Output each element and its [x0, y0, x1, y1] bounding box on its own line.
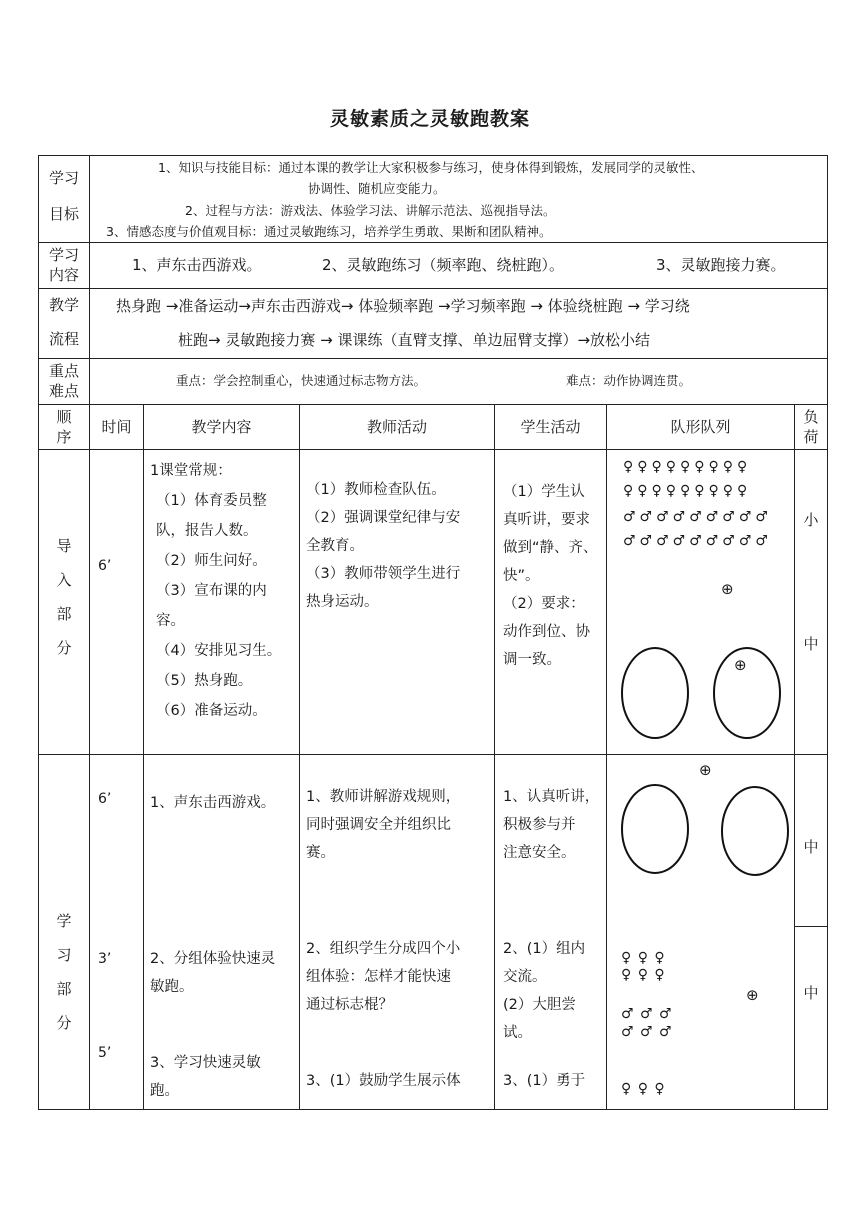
goal-method: 2、过程与方法：游戏法、体验学习法、讲解示范法、巡视指导法。 — [185, 203, 556, 218]
content-label: 学习 内容 — [39, 243, 90, 289]
male-row-icon: ♂♂♂♂♂♂♂♂♂ — [623, 533, 772, 549]
female-group-icon: ♀ ♀ ♀ — [621, 950, 666, 966]
male-group-icon: ♂ ♂ ♂ — [621, 1006, 673, 1022]
male-group-icon: ♂ ♂ ♂ — [621, 1024, 673, 1040]
intro-content: 1课堂常规： （1）体育委员整 队，报告人数。 （2）师生问好。 （3）宣布课的内 容。 （4）安排见习生。 （5）热身跑。 （6）准备运动。 — [144, 450, 300, 755]
content-item-2: 2、灵敏跑练习（频率跑、绕桩跑）。 — [322, 256, 565, 274]
lesson-plan-table — [38, 155, 828, 1110]
header-formation: 队形队列 — [607, 405, 795, 450]
teacher-marker-icon: ⊕ — [699, 761, 716, 779]
document-title: 灵敏素质之灵敏跑教案 — [329, 108, 530, 130]
goals-label: 学习 目标 — [39, 156, 90, 243]
content-item-3: 3、灵敏跑接力赛。 — [656, 256, 786, 274]
key-point: 重点：学会控制重心，快速通过标志物方法。 — [176, 373, 427, 388]
header-load: 负 荷 — [795, 405, 828, 450]
header-order: 顺 序 — [39, 405, 90, 450]
goal-knowledge-cont: 协调性、随机应变能力。 — [308, 181, 446, 196]
learn-content: 1、声东击西游戏。 2、分组体验快速灵 敏跑。 3、学习快速灵敏 跑。 — [144, 755, 300, 1110]
header-time: 时间 — [90, 405, 144, 450]
learn-student: 1、认真听讲， 积极参与并 注意安全。 2、(1）组内 交流。 (2）大胆尝 试。 3、(1）勇于 — [495, 755, 607, 1110]
running-circles-icon — [607, 450, 795, 755]
content-text — [90, 243, 828, 289]
header-content: 教学内容 — [144, 405, 300, 450]
teacher-marker-icon: ⊕ — [746, 986, 763, 1004]
header-teacher: 教师活动 — [300, 405, 495, 450]
intro-section: 导 入 部 分 — [39, 450, 90, 755]
learn-section: 学 习 部 分 — [39, 755, 90, 1110]
female-row-icon: ♀♀♀♀♀♀♀♀♀ — [623, 483, 752, 499]
intro-teacher: （1）教师检查队伍。 （2）强调课堂纪律与安 全教育。 （3）教师带领学生进行 热身运动。 — [300, 450, 495, 755]
female-group-icon: ♀ ♀ ♀ — [621, 1081, 666, 1097]
difficulty: 难点：动作协调连贯。 — [566, 373, 692, 388]
goal-attitude: 3、情感态度与价值观目标：通过灵敏跑练习，培养学生勇敢、果断和团队精神。 — [106, 224, 552, 239]
intro-formation — [607, 450, 795, 755]
female-row-icon: ♀♀♀♀♀♀♀♀♀ — [623, 459, 752, 475]
key-label: 重点 难点 — [39, 359, 90, 405]
goals-text — [90, 156, 828, 243]
process-text — [90, 289, 828, 359]
teacher-marker-icon: ⊕ — [734, 656, 751, 674]
intro-time: 6’ — [90, 450, 144, 755]
learn-formation — [607, 755, 795, 1110]
male-row-icon: ♂♂♂♂♂♂♂♂♂ — [623, 509, 772, 525]
female-group-icon: ♀ ♀ ♀ — [621, 967, 666, 983]
learn-load-2: 中 — [795, 927, 828, 1110]
learn-teacher: 1、教师讲解游戏规则， 同时强调安全并组织比 赛。 2、组织学生分成四个小 组体验：怎样才能快速 通过标志棍？ 3、(1）鼓励学生展示体 — [300, 755, 495, 1110]
process-line-1: 热身跑 →准备运动→声东击西游戏→ 体验频率跑 →学习频率跑 → 体验绕桩跑 → 学习绕 — [116, 297, 690, 315]
header-student: 学生活动 — [495, 405, 607, 450]
process-label: 教学 流程 — [39, 289, 90, 359]
content-item-1: 1、声东击西游戏。 — [132, 256, 262, 274]
learn-load-1: 中 — [795, 755, 828, 927]
teacher-marker-icon: ⊕ — [721, 580, 738, 598]
intro-load: 小 中 — [795, 450, 828, 755]
goal-knowledge: 1、知识与技能目标：通过本课的教学让大家积极参与练习，使身体得到锻炼，发展同学的灵敏性、 — [158, 160, 704, 175]
learn-time: 6’ 3’ 5’ — [90, 755, 144, 1110]
intro-student: （1）学生认 真听讲，要求 做到“静、齐、 快”。 （2）要求： 动作到位、协 调一致。 — [495, 450, 607, 755]
process-line-2: 桩跑→ 灵敏跑接力赛 → 课课练（直臂支撑、单边屈臂支撑）→放松小结 — [178, 331, 651, 349]
game-circles-icon — [607, 755, 795, 1110]
key-text — [90, 359, 828, 405]
